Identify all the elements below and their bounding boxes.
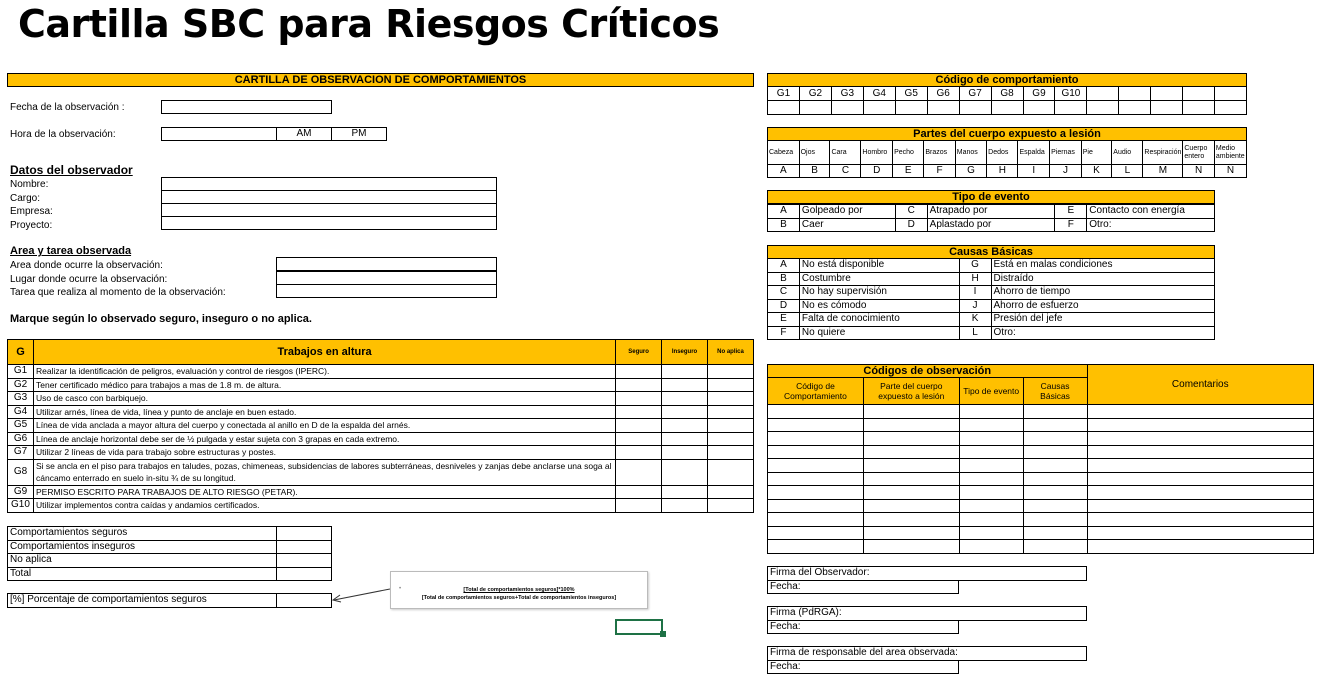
tipo-code: F (1055, 218, 1087, 232)
codigo-cell (1214, 87, 1246, 101)
table-row (768, 459, 1314, 473)
codigo-entry[interactable] (959, 101, 991, 115)
obs-cell[interactable] (959, 472, 1023, 486)
row-text: Línea de anclaje horizontal debe ser de ½ pulgada y estar sujeta con 3 grapas en cada extremo. (33, 432, 615, 446)
obs-cell[interactable] (1087, 486, 1313, 500)
obs-cell[interactable] (1087, 472, 1313, 486)
table-row (8, 459, 754, 485)
tipo-header: Tipo de evento (767, 190, 1215, 204)
codigo-cell (1119, 87, 1151, 101)
noaplica-cell[interactable] (708, 365, 754, 379)
page-title: Cartilla SBC para Riesgos Críticos (18, 2, 720, 46)
causa-code: J (959, 299, 991, 313)
obs-cell[interactable] (1087, 405, 1313, 419)
fecha-label: Fecha de la observación : (10, 102, 125, 113)
row-text: PERMISO ESCRITO PARA TRABAJOS DE ALTO RIESGO (PETAR). (33, 485, 615, 499)
am-option[interactable]: AM (276, 127, 332, 141)
causas-table (767, 258, 1215, 340)
firma-observador (767, 566, 1087, 594)
fill-handle[interactable] (660, 631, 666, 637)
obs-cell[interactable] (959, 526, 1023, 540)
codigo-cell (1183, 87, 1215, 101)
seguro-cell[interactable] (616, 365, 662, 379)
table-row (8, 378, 754, 392)
parte-letter: G (955, 165, 986, 178)
row-code: G10 (8, 499, 34, 513)
obs-cell[interactable] (768, 540, 864, 554)
table-row (768, 445, 1314, 459)
parte-letter: M (1143, 165, 1183, 178)
row-code: G8 (8, 459, 34, 485)
fecha-input[interactable] (161, 100, 332, 114)
causa-code: F (768, 326, 800, 340)
parte-name: Cara (830, 141, 861, 165)
table-row (8, 365, 754, 379)
table-row (8, 405, 754, 419)
obs-cell[interactable] (1087, 459, 1313, 473)
nombre-input[interactable] (161, 177, 497, 191)
causa-label: Costumbre (799, 272, 959, 286)
causa-label: No quiere (799, 326, 959, 340)
parte-letter: H (987, 165, 1018, 178)
causa-label: Ahorro de tiempo (991, 286, 1214, 300)
col-noaplica: No aplica (708, 340, 754, 365)
parte-name: Dedos (987, 141, 1018, 165)
obs-cell[interactable] (768, 405, 864, 419)
row-code: G3 (8, 392, 34, 406)
obs-cell[interactable] (863, 499, 959, 513)
parte-name: Manos (955, 141, 986, 165)
row-text: Uso de casco con barbiquejo. (33, 392, 615, 406)
formula-bullet: • (399, 586, 402, 592)
tipo-code: B (768, 218, 800, 232)
table-row (768, 526, 1314, 540)
tipo-label: Aplastado por (927, 218, 1055, 232)
obs-cell[interactable] (1023, 405, 1087, 419)
codigo-entry[interactable] (1183, 101, 1215, 115)
firma-pdrga (767, 606, 1087, 634)
table-row (768, 432, 1314, 446)
causa-code: K (959, 313, 991, 327)
causa-code: G (959, 259, 991, 273)
codigo-cell: G3 (831, 87, 863, 101)
tipo-table (767, 204, 1215, 232)
obs-cell[interactable] (768, 445, 864, 459)
obs-cell[interactable] (768, 486, 864, 500)
parte-name: Cabeza (768, 141, 800, 165)
obs-cell[interactable] (1087, 513, 1313, 527)
obs-cell[interactable] (1023, 513, 1087, 527)
causa-label: Falta de conocimiento (799, 313, 959, 327)
obs-cell[interactable] (1087, 526, 1313, 540)
seguro-cell[interactable] (616, 459, 662, 485)
codigo-cell: G8 (991, 87, 1023, 101)
summary-value[interactable] (277, 567, 332, 581)
instruction-text: Marque según lo observado seguro, inseguro o no aplica. (10, 313, 312, 325)
row-text: Utilizar implementos contra caídas y andamios certificados. (33, 499, 615, 513)
obs-cell[interactable] (959, 445, 1023, 459)
obs-cell[interactable] (768, 526, 864, 540)
causa-label: Ahorro de esfuerzo (991, 299, 1214, 313)
row-code: G2 (8, 378, 34, 392)
inseguro-cell[interactable] (662, 499, 708, 513)
obs-cell[interactable] (1023, 472, 1087, 486)
row-text: Utilizar arnés, línea de vida, línea y punto de anclaje en buen estado. (33, 405, 615, 419)
row-text: Realizar la identificación de peligros, evaluación y control de riesgos (IPERC). (33, 365, 615, 379)
causa-code: H (959, 272, 991, 286)
active-cell-selection[interactable] (615, 619, 663, 635)
formula-numerator: [Total de comportamientos seguros]*100% (463, 587, 575, 593)
obs-cell[interactable] (863, 472, 959, 486)
obs-cell[interactable] (1023, 540, 1087, 554)
tipo-code: D (895, 218, 927, 232)
obs-cell[interactable] (1023, 418, 1087, 432)
firma-pdrga-label[interactable]: Firma (PdRGA): (768, 607, 1087, 621)
firma-observador-label[interactable]: Firma del Observador: (768, 567, 1087, 581)
fecha-observador-label[interactable]: Fecha: (768, 580, 959, 594)
seguro-cell[interactable] (616, 446, 662, 460)
table-row (768, 472, 1314, 486)
obs-cell[interactable] (768, 459, 864, 473)
obs-cell[interactable] (768, 432, 864, 446)
table-row (768, 405, 1314, 419)
obs-cell[interactable] (863, 459, 959, 473)
codigo-entry[interactable] (799, 101, 831, 115)
obs-col-causas: Causas Básicas (1023, 378, 1087, 405)
seguro-cell[interactable] (616, 499, 662, 513)
causas-header: Causas Básicas (767, 245, 1215, 259)
tipo-code: A (768, 205, 800, 219)
causa-label: Presión del jefe (991, 313, 1214, 327)
obs-cell[interactable] (959, 405, 1023, 419)
obs-cell[interactable] (959, 486, 1023, 500)
row-code: G4 (8, 405, 34, 419)
table-row (8, 432, 754, 446)
codigo-entry[interactable] (1055, 101, 1087, 115)
codigo-entry[interactable] (831, 101, 863, 115)
tipo-label: Caer (799, 218, 895, 232)
parte-name: Piernas (1050, 141, 1082, 165)
parte-letter: N (1183, 165, 1215, 178)
codigo-entry[interactable] (927, 101, 959, 115)
parte-letter: C (830, 165, 861, 178)
obs-cell[interactable] (863, 445, 959, 459)
percent-label: [%] Porcentaje de comportamientos seguros (8, 594, 277, 608)
lugar-label: Lugar donde ocurre la observación: (10, 274, 168, 285)
codigo-cell: G2 (799, 87, 831, 101)
tipo-label: Atrapado por (927, 205, 1055, 219)
obs-cell[interactable] (1087, 499, 1313, 513)
noaplica-cell[interactable] (708, 499, 754, 513)
inseguro-cell[interactable] (662, 378, 708, 392)
empresa-label: Empresa: (10, 206, 53, 217)
obs-cell[interactable] (959, 499, 1023, 513)
row-code: G9 (8, 485, 34, 499)
obs-cell[interactable] (1087, 418, 1313, 432)
parte-name: Brazos (924, 141, 955, 165)
codigo-cell: G1 (768, 87, 800, 101)
table-row (768, 486, 1314, 500)
row-code: G7 (8, 446, 34, 460)
parte-name: Pie (1081, 141, 1112, 165)
codigo-table (767, 86, 1247, 115)
trabajos-table (7, 339, 754, 513)
summary-inseguros: Comportamientos inseguros (8, 540, 277, 554)
table-row (8, 485, 754, 499)
fecha-pdrga-label[interactable]: Fecha: (768, 620, 959, 634)
obs-cell[interactable] (959, 540, 1023, 554)
table-row (768, 540, 1314, 554)
obs-cell[interactable] (1023, 445, 1087, 459)
table-row (8, 392, 754, 406)
tipo-label: Otro: (1087, 218, 1215, 232)
inseguro-cell[interactable] (662, 419, 708, 433)
partes-header: Partes del cuerpo expuesto a lesión (767, 127, 1247, 141)
tipo-code: E (1055, 205, 1087, 219)
parte-letter: B (799, 165, 830, 178)
codigo-entry[interactable] (1119, 101, 1151, 115)
parte-name: Espalda (1018, 141, 1050, 165)
parte-name: Pecho (893, 141, 924, 165)
noaplica-cell[interactable] (708, 392, 754, 406)
parte-name: Cuerpo entero (1183, 141, 1215, 165)
summary-value[interactable] (277, 540, 332, 554)
parte-letter: A (768, 165, 800, 178)
partes-table (767, 140, 1247, 178)
row-code: G6 (8, 432, 34, 446)
codigo-entry[interactable] (863, 101, 895, 115)
seguro-cell[interactable] (616, 432, 662, 446)
summary-table (7, 526, 332, 581)
obs-cell[interactable] (1023, 499, 1087, 513)
seguro-cell[interactable] (616, 392, 662, 406)
obs-cell[interactable] (1087, 432, 1313, 446)
hora-input[interactable] (161, 127, 277, 141)
codigo-cell (1087, 87, 1119, 101)
causa-label: No hay supervisión (799, 286, 959, 300)
row-code: G1 (8, 365, 34, 379)
table-row (8, 499, 754, 513)
causa-label: Otro: (991, 326, 1214, 340)
obs-cell[interactable] (1087, 445, 1313, 459)
noaplica-cell[interactable] (708, 432, 754, 446)
summary-noaplica: No aplica (8, 554, 277, 568)
tarea-label: Tarea que realiza al momento de la observación: (10, 287, 226, 298)
parte-letter: D (861, 165, 893, 178)
tipo-code: C (895, 205, 927, 219)
noaplica-cell[interactable] (708, 405, 754, 419)
noaplica-cell[interactable] (708, 485, 754, 499)
area-input[interactable] (276, 257, 497, 271)
codigo-cell: G7 (959, 87, 991, 101)
codigo-entry[interactable] (1023, 101, 1055, 115)
obs-cell[interactable] (863, 540, 959, 554)
row-text: Utilizar 2 líneas de vida para trabajo sobre estructuras y postes. (33, 446, 615, 460)
formula-denominator: [Total de comportamientos seguros+Total de comportamientos inseguros] (421, 595, 617, 601)
seguro-cell[interactable] (616, 378, 662, 392)
inseguro-cell[interactable] (662, 405, 708, 419)
codigo-cell: G6 (927, 87, 959, 101)
codigo-cell: G5 (895, 87, 927, 101)
codigo-entry[interactable] (768, 101, 800, 115)
obs-cell[interactable] (1023, 486, 1087, 500)
empresa-input[interactable] (161, 203, 497, 217)
cargo-input[interactable] (161, 190, 497, 204)
col-title: Trabajos en altura (33, 340, 615, 365)
seguro-cell[interactable] (616, 405, 662, 419)
noaplica-cell[interactable] (708, 419, 754, 433)
causa-label: Está en malas condiciones (991, 259, 1214, 273)
parte-name: Hombro (861, 141, 893, 165)
inseguro-cell[interactable] (662, 485, 708, 499)
arrow-left-icon (330, 586, 392, 606)
fecha-responsable-label[interactable]: Fecha: (768, 660, 959, 674)
table-row (768, 513, 1314, 527)
row-code: G5 (8, 419, 34, 433)
summary-value[interactable] (277, 554, 332, 568)
summary-seguros: Comportamientos seguros (8, 527, 277, 541)
obs-cell[interactable] (863, 486, 959, 500)
noaplica-cell[interactable] (708, 446, 754, 460)
hora-label: Hora de la observación: (10, 129, 116, 140)
observador-heading: Datos del observador (10, 163, 133, 177)
col-g: G (8, 340, 34, 365)
codigo-entry[interactable] (991, 101, 1023, 115)
inseguro-cell[interactable] (662, 365, 708, 379)
obs-cell[interactable] (959, 459, 1023, 473)
obs-cell[interactable] (959, 432, 1023, 446)
firma-responsable-label[interactable]: Firma de responsable del area observada: (768, 647, 1087, 661)
codigo-entry[interactable] (895, 101, 927, 115)
obs-cell[interactable] (1087, 540, 1313, 554)
form-header: CARTILLA DE OBSERVACION DE COMPORTAMIENTOS (7, 73, 754, 87)
comentarios-header: Comentarios (1087, 365, 1313, 405)
codigo-cell: G9 (1023, 87, 1055, 101)
col-seguro: Seguro (616, 340, 662, 365)
obs-cell[interactable] (768, 513, 864, 527)
area-heading: Area y tarea observada (10, 245, 132, 257)
inseguro-cell[interactable] (662, 446, 708, 460)
obs-cell[interactable] (863, 418, 959, 432)
causa-label: No está disponible (799, 259, 959, 273)
nombre-label: Nombre: (10, 179, 49, 190)
table-row (8, 446, 754, 460)
codigo-entry[interactable] (1087, 101, 1119, 115)
codigo-cell (1151, 87, 1183, 101)
inseguro-cell[interactable] (662, 432, 708, 446)
obs-cell[interactable] (863, 513, 959, 527)
cargo-label: Cargo: (10, 193, 41, 204)
obs-cell[interactable] (768, 499, 864, 513)
noaplica-cell[interactable] (708, 459, 754, 485)
obs-cell[interactable] (863, 405, 959, 419)
table-row (768, 418, 1314, 432)
tipo-label: Golpeado por (799, 205, 895, 219)
formula-note (390, 571, 648, 609)
obs-col-tipo: Tipo de evento (959, 378, 1023, 405)
area-label: Area donde ocurre la observación: (10, 260, 163, 271)
parte-letter: J (1050, 165, 1082, 178)
causa-code: C (768, 286, 800, 300)
summary-total: Total (8, 567, 277, 581)
codigo-entry[interactable] (1214, 101, 1246, 115)
proyecto-label: Proyecto: (10, 220, 53, 231)
observacion-table (767, 364, 1314, 554)
parte-letter: E (893, 165, 924, 178)
tipo-label: Contacto con energía (1087, 205, 1215, 219)
seguro-cell[interactable] (616, 419, 662, 433)
obs-cell[interactable] (1023, 459, 1087, 473)
percent-table (7, 593, 332, 608)
codigo-cell: G4 (863, 87, 895, 101)
parte-name: Ojos (799, 141, 830, 165)
obs-cell[interactable] (959, 418, 1023, 432)
summary-value[interactable] (277, 527, 332, 541)
obs-col-codigo: Código de Comportamiento (768, 378, 864, 405)
inseguro-cell[interactable] (662, 459, 708, 485)
obs-cell[interactable] (768, 418, 864, 432)
codigo-entry[interactable] (1151, 101, 1183, 115)
row-text: Si se ancla en el piso para trabajos en taludes, pozas, chimeneas, subsidencias de labores subterráneas, desniveles y zanjas debe anclarse una soga al cáncamo enterrado en suelo in-situ ¾ de su longitud. (33, 459, 615, 485)
inseguro-cell[interactable] (662, 392, 708, 406)
causa-code: B (768, 272, 800, 286)
causa-code: L (959, 326, 991, 340)
parte-letter: K (1081, 165, 1112, 178)
row-text: Línea de vida anclada a mayor altura del cuerpo y conectada al anillo en D de la espalda del arnés. (33, 419, 615, 433)
codigo-cell: G10 (1055, 87, 1087, 101)
obs-cell[interactable] (959, 513, 1023, 527)
obs-cell[interactable] (863, 432, 959, 446)
col-inseguro: Inseguro (662, 340, 708, 365)
obs-col-parte: Parte del cuerpo expuesto a lesión (863, 378, 959, 405)
parte-letter: F (924, 165, 955, 178)
causa-label: Distraído (991, 272, 1214, 286)
obs-cell[interactable] (768, 472, 864, 486)
causa-code: A (768, 259, 800, 273)
obs-cell[interactable] (863, 526, 959, 540)
lugar-input[interactable] (276, 271, 497, 285)
obs-cell[interactable] (1023, 526, 1087, 540)
row-text: Tener certificado médico para trabajos a mas de 1.8 m. de altura. (33, 378, 615, 392)
percent-value[interactable] (277, 594, 332, 608)
proyecto-input[interactable] (161, 216, 497, 230)
pm-option[interactable]: PM (331, 127, 387, 141)
obs-cell[interactable] (1023, 432, 1087, 446)
noaplica-cell[interactable] (708, 378, 754, 392)
parte-name: Medio ambiente (1214, 141, 1246, 165)
causa-code: D (768, 299, 800, 313)
parte-name: Audio (1112, 141, 1143, 165)
seguro-cell[interactable] (616, 485, 662, 499)
parte-letter: L (1112, 165, 1143, 178)
causa-code: E (768, 313, 800, 327)
firma-responsable (767, 646, 1087, 674)
parte-name: Respiración (1143, 141, 1183, 165)
parte-letter: I (1018, 165, 1050, 178)
table-row (768, 499, 1314, 513)
tarea-input[interactable] (276, 284, 497, 298)
table-row (8, 419, 754, 433)
causa-label: No es cómodo (799, 299, 959, 313)
parte-letter: Ñ (1214, 165, 1246, 178)
obs-header: Códigos de observación (768, 365, 1088, 378)
codigo-header: Código de comportamiento (767, 73, 1247, 87)
causa-code: I (959, 286, 991, 300)
